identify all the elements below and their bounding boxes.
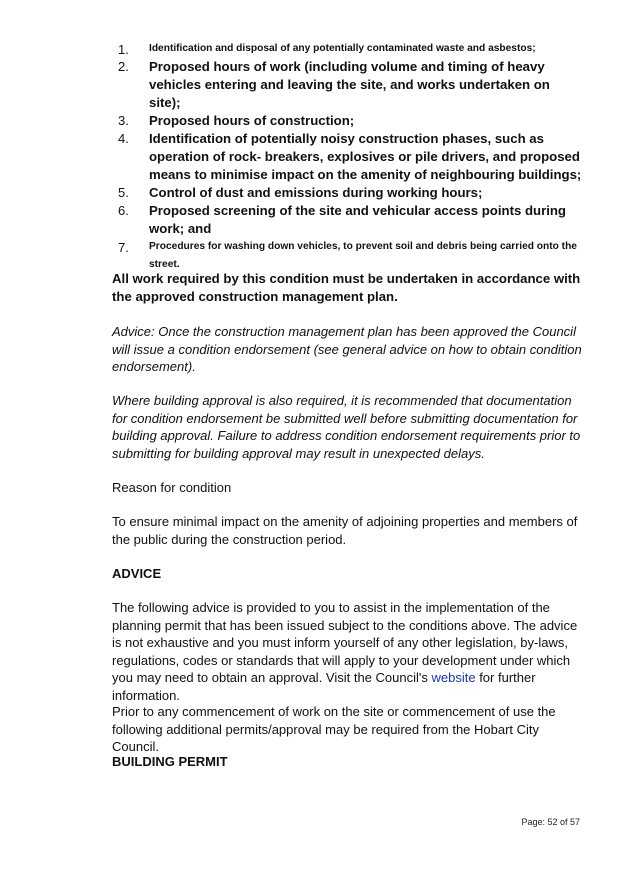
website-link[interactable]: website (431, 670, 476, 686)
list-number: 5. (118, 185, 129, 200)
reason-paragraph: To ensure minimal impact on the amenity of adjoining properties and members of the public during the construction period. (112, 514, 578, 547)
list-item-text: Identification of potentially noisy construction phases, such as operation of rock- breakers, explosives or pile drivers, and proposed means to minimise impact on the amenity of neighbouring buildings; (149, 131, 582, 182)
building-permit-heading: BUILDING PERMIT (112, 754, 228, 769)
page-number: Page: 52 of 57 (521, 817, 580, 827)
reason-heading: Reason for condition (112, 480, 232, 495)
building-approval-note: Where building approval is also required, it is recommended that documentation for condition endorsement be submitted well before submitting documentation for building approval. Failure to address condition endorsement requirements prior to submitting for building approval may result in unexpected delays. (112, 393, 581, 461)
list-item (112, 112, 582, 130)
advice-heading: ADVICE (112, 566, 162, 581)
list-item (112, 40, 582, 58)
requirement-paragraph: All work required by this condition must be undertaken in accordance with the approved construction management plan. (112, 271, 581, 304)
advice-text-before: The following advice is provided to you to assist in the implementation of the planning permit that has been issued subject to the conditions above. The advice is not exhaustive and you must inform yourself of any other legislation, by-laws, regulations, codes or standards that will apply to your development under which you may need to obtain an approval. Visit the Council's (112, 600, 578, 686)
list-item-text: Control of dust and emissions during working hours; (149, 185, 483, 200)
permits-paragraph: Prior to any commencement of work on the site or commencement of use the following additional permits/approval may be required from the Hobart City Council. (112, 704, 556, 755)
list-item (112, 130, 582, 184)
list-number: 7. (118, 240, 129, 255)
list-item-text: Identification and disposal of any potentially contaminated waste and asbestos; (149, 43, 536, 54)
conditions-list (112, 40, 582, 274)
list-number: 2. (118, 59, 129, 74)
list-item (112, 58, 582, 112)
list-item (112, 202, 582, 238)
advice-text-after: for further information. (112, 670, 536, 703)
list-item (112, 184, 582, 202)
list-number: 4. (118, 131, 129, 146)
list-item-text: Procedures for washing down vehicles, to prevent soil and debris being carried onto the street. (149, 241, 577, 270)
advice-paragraph (112, 599, 582, 705)
list-number: 1. (118, 42, 129, 57)
list-item-text: Proposed hours of work (including volume and timing of heavy vehicles entering and leaving the site, and works undertaken on site); (149, 59, 550, 110)
advice-note-paragraph: Advice: Once the construction management plan has been approved the Council will issue a condition endorsement (see general advice on how to obtain condition endorsement). (112, 324, 582, 375)
list-number: 3. (118, 113, 129, 128)
list-item (112, 238, 582, 274)
list-item-text: Proposed hours of construction; (149, 113, 355, 128)
list-item-text: Proposed screening of the site and vehicular access points during work; and (149, 203, 566, 236)
list-number: 6. (118, 203, 129, 218)
